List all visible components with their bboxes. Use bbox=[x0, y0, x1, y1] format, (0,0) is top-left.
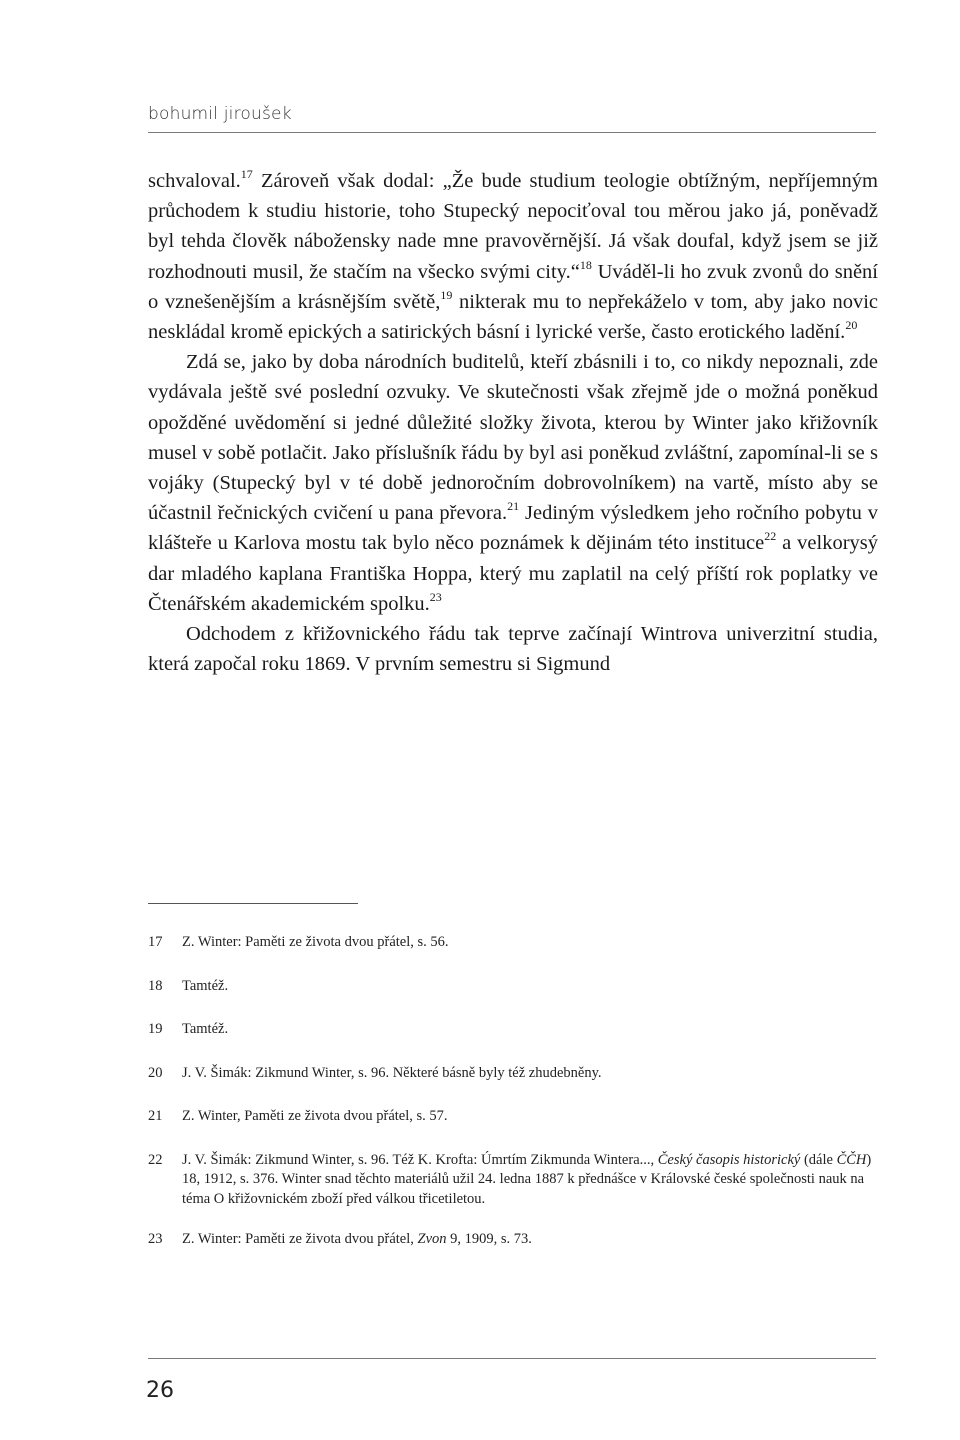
footnote-text: J. V. Šimák: Zikmund Winter, s. 96. Některé básně byly též zhudebněny. bbox=[182, 1064, 602, 1081]
footnote-number: 20 bbox=[148, 1064, 163, 1081]
footnote-number: 19 bbox=[148, 1021, 163, 1037]
footnote-text: ) 18, 1912, s. 376. Winter snad těchto materiálů užil 24. ledna 1887 k přednášce v Královské české společnosti nauk na téma O křižovnickém zboží před válkou třicetiletou. bbox=[182, 1151, 872, 1207]
text-run: a velkorysý dar mladého kaplana Františka Hoppa, který mu zaplatil na celý příští rok poplatky ve Čtenářském akademickém spolku. bbox=[148, 532, 878, 615]
footnote-text: Tamtéž. bbox=[182, 977, 229, 994]
footnote-text: Z. Winter: Paměti ze života dvou přátel, bbox=[182, 1231, 418, 1247]
footnote-text: (dále bbox=[800, 1151, 837, 1168]
footnote-number: 22 bbox=[148, 1151, 163, 1168]
footnote-text: Tamtéž. bbox=[182, 1021, 229, 1037]
footnote-number: 17 bbox=[148, 934, 163, 950]
footnote-17 bbox=[148, 933, 878, 953]
paragraph-3 bbox=[148, 619, 878, 679]
page-number: 26 bbox=[146, 1378, 174, 1403]
footnote-ref-19: 19 bbox=[440, 287, 453, 302]
footnote-21 bbox=[148, 1107, 878, 1127]
footnote-18 bbox=[148, 977, 878, 997]
text-run: schvaloval. bbox=[148, 170, 241, 192]
footnote-number: 21 bbox=[148, 1108, 163, 1124]
footnote-20 bbox=[148, 1064, 878, 1084]
text-run: Jediným výsledkem jeho ročního pobytu v klášteře u Karlova mostu tak bylo něco poznámek k dějinám této instituce bbox=[148, 502, 878, 555]
footnote-ref-23: 23 bbox=[429, 589, 442, 604]
text-run: Zdá se, jako by doba národních buditelů, kteří zbásnili i to, co nikdy nepoznali, zde vydávala ještě své poslední ozvuky. Ve skutečnosti však zřejmě jde o možná poněkud opožděné uvědomění si jedné důležité složky života, kterou by Winter jako křižovník musel v sobě potlačit. Jako příslušník řádu by byl asi poněkud zvláštní, zapomínal-li se s vojáky (Stupecký byl v té době jednoročním dobrovolníkem) na vartě, místo aby se účastnil řečnických cvičení u pana převora. bbox=[148, 351, 878, 525]
text-run: Zároveň však dodal: „Že bude studium teologie obtížným, nepříjemným průchodem k studiu historie, toho Stupecký nepociťoval tou měrou jako já, poněvadž byl tehda člověk nábožensky nade mne pravověrnější. Já však doufal, když jsem se již rozhodnouti musil, že stačím na všecko svými city.“ bbox=[148, 170, 878, 283]
footnote-ref-18: 18 bbox=[579, 257, 592, 272]
footnote-23 bbox=[148, 1230, 878, 1250]
footnote-text: J. V. Šimák: Zikmund Winter, s. 96. Též K. Krofta: Úmrtím Zikmunda Wintera..., bbox=[182, 1151, 658, 1168]
text-run: Uváděl-li ho zvuk zvonů do snění o vznešenějším a krásnějším světě, bbox=[148, 260, 878, 313]
footnote-separator bbox=[148, 903, 358, 904]
paragraph-1 bbox=[148, 166, 878, 347]
journal-abbrev: ČČH bbox=[836, 1151, 867, 1168]
main-text bbox=[148, 166, 878, 679]
running-head bbox=[148, 98, 876, 133]
footnotes bbox=[148, 933, 878, 1274]
footnote-ref-17: 17 bbox=[240, 167, 253, 181]
text-run: nikterak mu to nepřekáželo v tom, aby jako novic neskládal kromě epických a satirických básní i lyrické verše, často erotického ladění. bbox=[148, 290, 879, 344]
footnote-ref-20: 20 bbox=[845, 318, 858, 333]
footnote-number: 23 bbox=[148, 1231, 163, 1247]
footnote-ref-22: 22 bbox=[764, 529, 777, 544]
footnote-22 bbox=[148, 1151, 878, 1210]
author-name: bohumil jiroušek bbox=[148, 104, 292, 124]
footnote-text: Z. Winter: Paměti ze života dvou přátel, s. 56. bbox=[182, 934, 449, 950]
footnote-text: Z. Winter, Paměti ze života dvou přátel, s. 57. bbox=[182, 1108, 448, 1124]
journal-title: Český časopis historický bbox=[657, 1151, 801, 1168]
footnote-ref-21: 21 bbox=[507, 499, 520, 514]
journal-title: Zvon bbox=[417, 1231, 447, 1247]
text-run: Odchodem z křižovnického řádu tak teprve začínají Wintrova univerzitní studia, která započal roku 1869. V prvním semestru si Sigmund bbox=[148, 623, 878, 676]
footnote-number: 18 bbox=[148, 977, 163, 994]
bottom-rule bbox=[148, 1358, 876, 1359]
footnote-text: 9, 1909, s. 73. bbox=[446, 1231, 532, 1247]
paragraph-2 bbox=[148, 347, 878, 619]
footnote-19 bbox=[148, 1020, 878, 1040]
